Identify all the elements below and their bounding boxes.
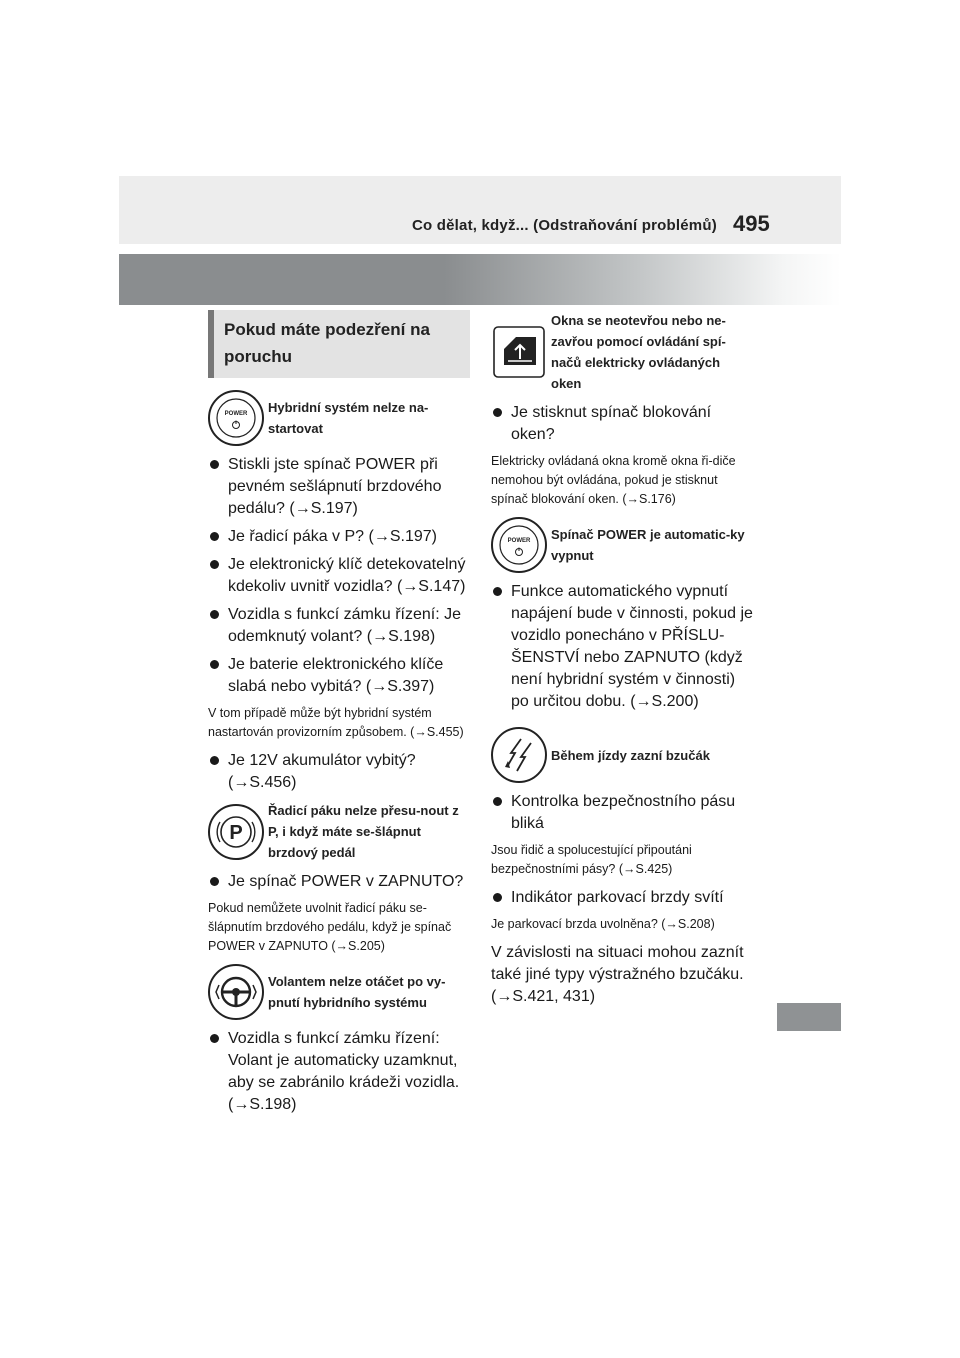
- right-column: [491, 310, 753, 1016]
- note-text: Pokud nemůžete uvolnit řadicí páku se-šlápnutím brzdového pedálu, když je spínač POWER v ZAPNUTO (→S.205): [208, 901, 452, 953]
- bullet-item: Je 12V akumulátor vybitý? (→S.456): [208, 750, 470, 794]
- symptom-title: Okna se neotevřou nebo ne-zavřou pomocí ovládání spí-načů elektricky ovládaných oken: [551, 313, 726, 391]
- symptom-title: Řadicí páku nelze přesu-nout z P, i když máte se-šlápnut brzdový pedál: [268, 803, 459, 860]
- closing-text: V závislosti na situaci mohou zaznít také jiné typy výstražného bzučáku. (→S.421, 431): [491, 944, 744, 1005]
- bullet-item: Kontrolka bezpečnostního pásu bliká: [491, 791, 753, 835]
- p-icon-label: P: [229, 821, 243, 844]
- bullet-item: Funkce automatického vypnutí napájení bude v činnosti, pokud je vozidlo ponecháno v PŘÍSLU-ŠENSTVÍ nebo ZAPNUTO (když není hybridní systém v činnosti) po určitou dobu. (→S.200): [491, 581, 753, 713]
- note-text: Je parkovací brzda uvolněna? (→S.208): [491, 917, 715, 931]
- bullet-item: Vozidla s funkcí zámku řízení: Je odemknutý volant? (→S.198): [208, 604, 470, 648]
- symptom-buzzer: [491, 727, 753, 783]
- power-window-icon: [491, 324, 547, 380]
- bullet-item: Je řadicí páka v P? (→S.197): [208, 526, 470, 548]
- symptom-hybrid-not-start: [208, 390, 470, 446]
- power-button-icon: [208, 390, 264, 446]
- page-number: 495: [733, 211, 770, 236]
- steering-lock-icon: [208, 964, 264, 1020]
- parking-p-icon: [208, 804, 264, 860]
- symptom-power-auto-off: [491, 517, 753, 573]
- bullet-item: Indikátor parkovací brzdy svítí: [491, 887, 753, 909]
- note-text: V tom případě může být hybridní systém nastartován provizorním způsobem. (→S.455): [208, 706, 464, 739]
- buzzer-icon: [491, 727, 547, 783]
- symptom-title: Během jízdy zazní bzučák: [551, 747, 710, 763]
- note-text: Elektricky ovládaná okna kromě okna ři-diče nemohou být ovládána, pokud je stisknut spínač blokování oken. (→S.176): [491, 454, 736, 506]
- bullet-item: Vozidla s funkcí zámku řízení: Volant je automaticky uzamknut, aby se zabránilo krádeži vozidla. (→S.198): [208, 1028, 470, 1116]
- power-button-icon: [491, 517, 547, 573]
- page-header-title: Co dělat, když... (Odstraňování problémů): [412, 217, 717, 234]
- note-text: Jsou řidič a spolucestující připoutáni bezpečnostními pásy? (→S.425): [491, 843, 692, 876]
- symptom-steering-lock: [208, 964, 470, 1020]
- power-icon-label: POWER: [224, 411, 248, 417]
- power-icon-label: POWER: [507, 538, 531, 544]
- symptom-power-windows: [491, 310, 753, 394]
- bullet-item: Je stisknut spínač blokování oken?: [491, 402, 753, 446]
- bullet-item: Stiskli jste spínač POWER při pevném sešlápnutí brzdového pedálu? (→S.197): [208, 454, 470, 520]
- chapter-tab: [777, 1003, 841, 1031]
- bullet-item: Je spínač POWER v ZAPNUTO?: [208, 871, 470, 893]
- left-column: [208, 310, 470, 1122]
- symptom-title: Hybridní systém nelze na-startovat: [268, 400, 429, 436]
- bullet-item: Je baterie elektronického klíče slabá nebo vybitá? (→S.397): [208, 654, 470, 698]
- bullet-item: Je elektronický klíč detekovatelný kdekoliv uvnitř vozidla? (→S.147): [208, 554, 470, 598]
- symptom-title: Spínač POWER je automatic-ky vypnut: [551, 527, 745, 563]
- section-banner: [119, 254, 841, 305]
- symptom-title: Volantem nelze otáčet po vy-pnutí hybridního systému: [268, 974, 446, 1010]
- section-heading: Pokud máte podezření na poruchu: [208, 310, 470, 378]
- symptom-shift-lever: [208, 800, 470, 863]
